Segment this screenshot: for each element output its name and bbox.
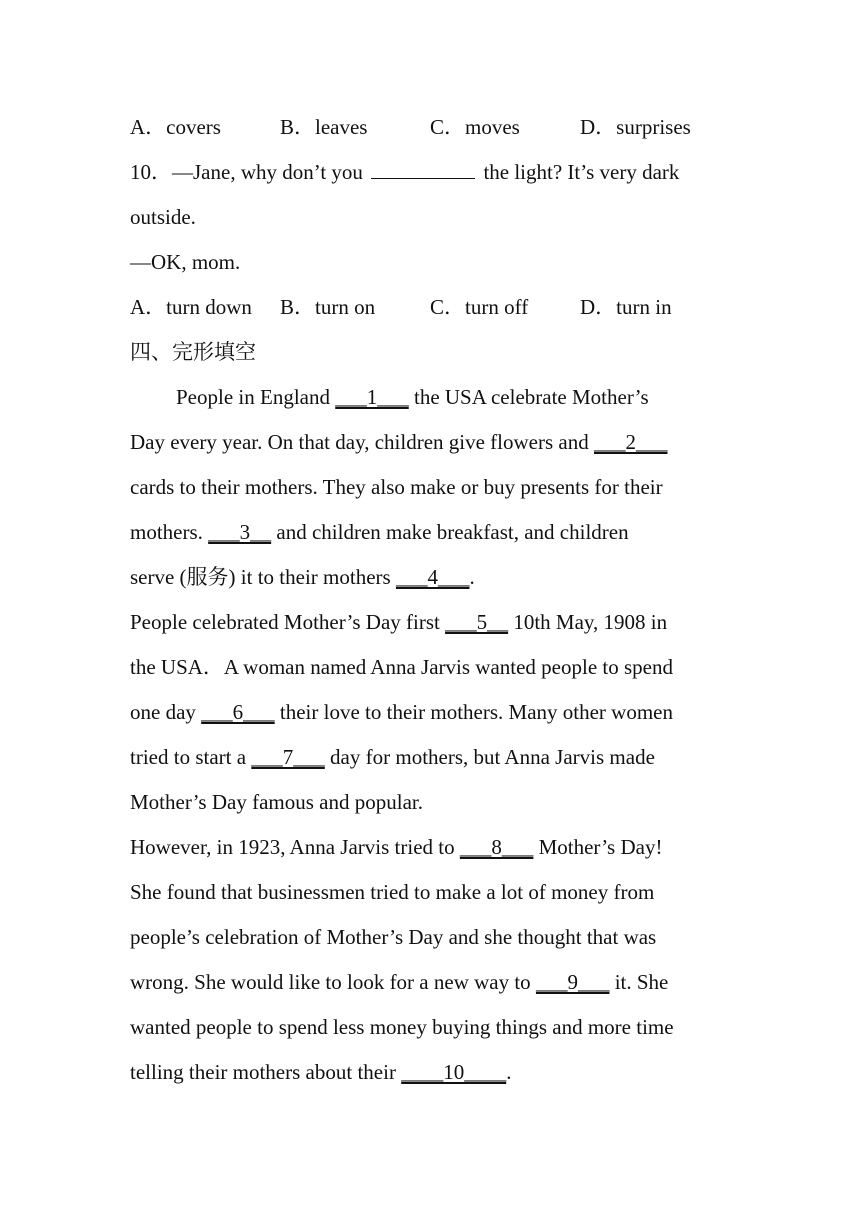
text-span: Day every year. On that day, children give flowers and: [130, 430, 594, 454]
passage-p3-line1: [130, 825, 740, 870]
blank-2[interactable]: ___2___: [593, 430, 668, 454]
passage-p1-line2: [130, 420, 740, 465]
text-span: mothers.: [130, 520, 209, 544]
q10-reply: —OK, mom.: [130, 250, 241, 274]
q9-option-c[interactable]: C．moves: [430, 115, 520, 139]
blank-5[interactable]: ___5__: [445, 610, 509, 634]
passage-p1-line1: [130, 375, 740, 420]
blank-8[interactable]: ___8___: [459, 835, 534, 859]
q9-option-a[interactable]: A．covers: [130, 115, 221, 139]
blank-10[interactable]: ____10____: [401, 1060, 507, 1084]
q10-option-a[interactable]: A．turn down: [130, 295, 252, 319]
blank-7[interactable]: ___7___: [251, 745, 325, 769]
blank-4[interactable]: ___4___: [395, 565, 470, 589]
text-span: day for mothers, but Anna Jarvis made: [324, 745, 655, 769]
text-span: telling their mothers about their: [130, 1060, 402, 1084]
text-span: .: [469, 565, 475, 589]
passage-p3-line3: people’s celebration of Mother’s Day and she thought that was: [130, 925, 657, 949]
text-span: one day: [130, 700, 202, 724]
passage-p3-line4: [130, 960, 740, 1005]
blank-1[interactable]: ___1___: [335, 385, 409, 409]
q9-option-d[interactable]: D．surprises: [580, 115, 691, 139]
passage-p1-line3: cards to their mothers. They also make or buy presents for their: [130, 475, 663, 499]
passage-p2-line1: [130, 600, 740, 645]
text-span: However, in 1923, Anna Jarvis tried to: [130, 835, 460, 859]
text-span: their love to their mothers. Many other women: [274, 700, 673, 724]
q10-stem-after: the light? It’s very dark: [483, 160, 680, 184]
q9-option-b[interactable]: B．leaves: [280, 115, 368, 139]
text-span: serve (服务) it to their mothers: [130, 565, 396, 589]
q10-stem: [130, 150, 740, 195]
q9-options: [130, 105, 740, 150]
text-span: it. She: [609, 970, 669, 994]
q10-option-c[interactable]: C．turn off: [430, 295, 529, 319]
exam-page: [130, 105, 740, 1095]
passage-p3-line2: She found that businessmen tried to make a lot of money from: [130, 880, 655, 904]
passage-p2-line2: the USA．A woman named Anna Jarvis wanted people to spend: [130, 655, 673, 679]
passage-p2-line5: Mother’s Day famous and popular.: [130, 790, 423, 814]
blank-3[interactable]: ___3__: [208, 520, 272, 544]
passage-p2-line3: [130, 690, 740, 735]
section-heading: 四、完形填空: [130, 340, 256, 364]
text-span: Mother’s Day!: [533, 835, 663, 859]
text-span: .: [506, 1060, 512, 1084]
text-span: wrong. She would like to look for a new way to: [130, 970, 536, 994]
passage-p3-line6: [130, 1050, 740, 1095]
text-span: and children make breakfast, and children: [271, 520, 629, 544]
q10-stem-line2: outside.: [130, 205, 196, 229]
q10-option-d[interactable]: D．turn in: [580, 295, 672, 319]
q10-stem-before: 10．—Jane, why don’t you: [130, 160, 363, 184]
q10-option-b[interactable]: B．turn on: [280, 295, 376, 319]
text-span: People celebrated Mother’s Day first: [130, 610, 446, 634]
text-span: People in England: [176, 385, 336, 409]
q10-options: [130, 285, 740, 330]
passage-p1-line5: [130, 555, 740, 600]
passage-p2-line4: [130, 735, 740, 780]
passage-p1-line4: [130, 510, 740, 555]
blank-6[interactable]: ___6___: [201, 700, 275, 724]
blank-9[interactable]: ___9___: [535, 970, 610, 994]
passage-p3-line5: wanted people to spend less money buying things and more time: [130, 1015, 674, 1039]
text-span: tried to start a: [130, 745, 252, 769]
text-span: the USA celebrate Mother’s: [408, 385, 649, 409]
text-span: 10th May, 1908 in: [508, 610, 668, 634]
q10-answer-blank[interactable]: [371, 177, 475, 179]
